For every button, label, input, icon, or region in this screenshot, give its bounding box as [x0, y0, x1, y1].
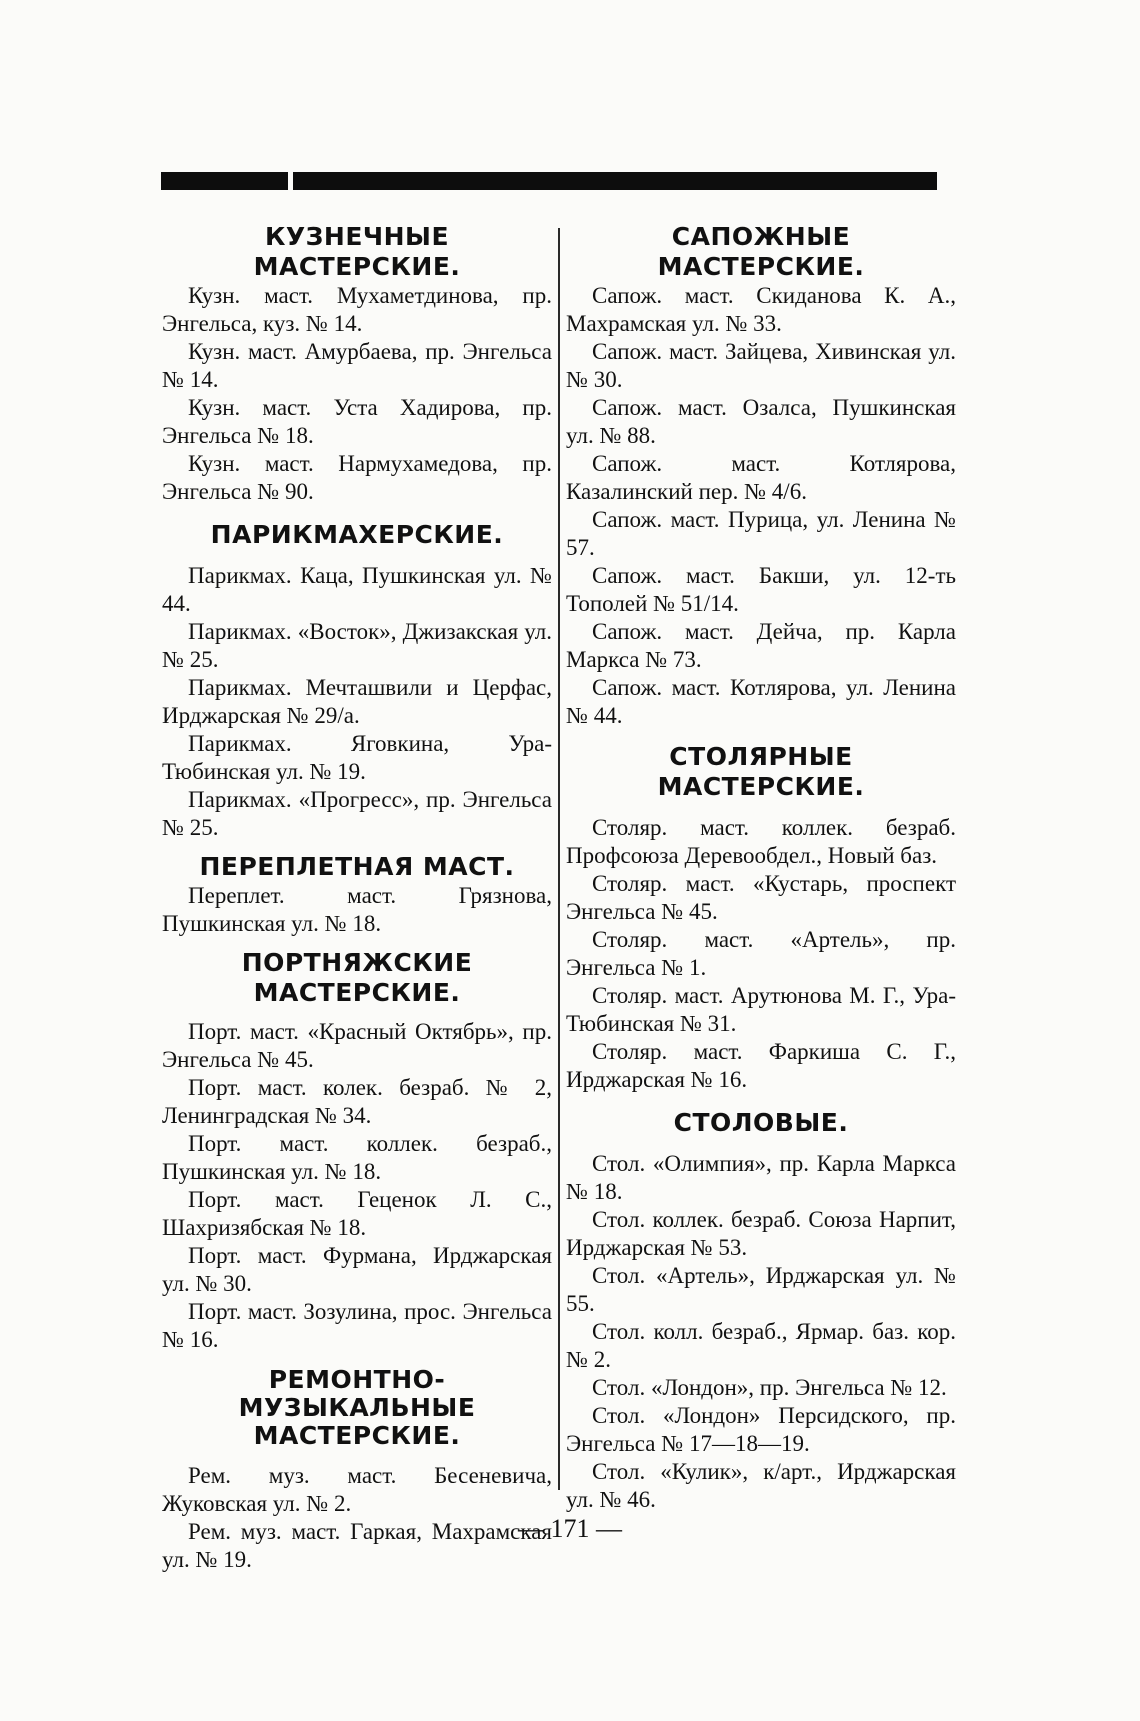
right-column: [566, 222, 956, 1514]
list-entry: Столяр. маст. «Артель», пр. Энгельса № 1.: [566, 927, 956, 980]
section-heading: СТОЛОВЫЕ.: [673, 1108, 849, 1137]
list-entry: Сапож. маст. Котлярова, ул. Ленина № 44.: [566, 675, 956, 728]
list-entry: Сапож. маст. Котлярова, Казалинский пер. № 4/6.: [566, 451, 956, 504]
list-entry: Стол. коллек. безраб. Союза Нарпит, Ирджарская № 53.: [566, 1207, 956, 1260]
list-entry: Порт. маст. колек. безраб. № 2, Ленинградская № 34.: [162, 1075, 552, 1128]
section-heading: ПОРТНЯЖСКИЕ МАСТЕРСКИЕ.: [241, 948, 473, 1007]
section-heading: ПЕРЕПЛЕТНАЯ МАСТ.: [199, 852, 515, 881]
list-entry: Парикмах. «Восток», Джизакская ул. № 25.: [162, 619, 552, 672]
list-entry: Стол. «Олимпия», пр. Карла Маркса № 18.: [566, 1151, 956, 1204]
top-rule-left: [161, 172, 288, 190]
list-entry: Парикмах. Каца, Пушкинская ул. № 44.: [162, 563, 552, 616]
list-entry: Порт. маст. Фурмана, Ирджарская ул. № 30.: [162, 1243, 552, 1296]
list-entry: Сапож. маст. Дейча, пр. Карла Маркса № 73.: [566, 619, 956, 672]
list-entry: Сапож. маст. Бакши, ул. 12-ть Тополей № 51/14.: [566, 563, 956, 616]
list-entry: Кузн. маст. Уста Хадирова, пр. Энгельса № 18.: [162, 395, 552, 448]
top-rule-right: [293, 172, 937, 190]
list-entry: Переплет. маст. Грязнова, Пушкинская ул. № 18.: [162, 883, 552, 936]
section-heading: РЕМОНТНО- МУЗЫКАЛЬНЫЕ МАСТЕРСКИЕ.: [238, 1365, 476, 1450]
section-heading: КУЗНЕЧНЫЕ МАСТЕРСКИЕ.: [253, 222, 461, 281]
list-entry: Стол. «Лондон» Персидского, пр. Энгельса № 17—18—19.: [566, 1403, 956, 1456]
list-entry: Сапож. маст. Скиданова К. А., Махрамская ул. № 33.: [566, 283, 956, 336]
list-entry: Кузн. маст. Нармухамедова, пр. Энгельса № 90.: [162, 451, 552, 504]
list-entry: Столяр. маст. Арутюнова М. Г., Ура-Тюбинская № 31.: [566, 983, 956, 1036]
list-entry: Парикмах. Яговкина, Ура-Тюбинская ул. № 19.: [162, 731, 552, 784]
section-heading: ПАРИКМАХЕРСКИЕ.: [210, 520, 504, 549]
list-entry: Стол. «Лондон», пр. Энгельса № 12.: [592, 1375, 947, 1400]
list-entry: Парикмах. Мечташвили и Церфас, Ирджарская № 29/а.: [162, 675, 552, 728]
list-entry: Порт. маст. Зозулина, прос. Энгельса № 16.: [162, 1299, 552, 1352]
list-entry: Парикмах. «Прогресс», пр. Энгельса № 25.: [162, 787, 552, 840]
list-entry: Рем. муз. маст. Гаркая, Махрамская ул. № 19.: [162, 1519, 552, 1572]
list-entry: Сапож. маст. Зайцева, Хивинская ул. № 30.: [566, 339, 956, 392]
list-entry: Стол. «Артель», Ирджарская ул. № 55.: [566, 1263, 956, 1316]
list-entry: Сапож. маст. Пурица, ул. Ленина № 57.: [566, 507, 956, 560]
list-entry: Порт. маст. Геценок Л. С., Шахризябская № 18.: [162, 1187, 552, 1240]
list-entry: Столяр. маст. Фаркиша С. Г., Ирджарская № 16.: [566, 1039, 956, 1092]
list-entry: Кузн. маст. Амурбаева, пр. Энгельса № 14.: [162, 339, 552, 392]
list-entry: Рем. муз. маст. Бесеневича, Жуковская ул. № 2.: [162, 1463, 552, 1516]
list-entry: Столяр. маст. «Кустарь, проспект Энгельса № 45.: [566, 871, 956, 924]
list-entry: Кузн. маст. Мухаметдинова, пр. Энгельса, куз. № 14.: [162, 283, 552, 336]
section-heading: САПОЖНЫЕ МАСТЕРСКИЕ.: [657, 222, 865, 281]
list-entry: Сапож. маст. Озалса, Пушкинская ул. № 88.: [566, 395, 956, 448]
column-divider: [558, 228, 560, 1490]
list-entry: Порт. маст. «Красный Октябрь», пр. Энгельса № 45.: [162, 1019, 552, 1072]
page-number: — 171 —: [518, 1514, 622, 1543]
list-entry: Стол. колл. безраб., Ярмар. баз. кор. № 2.: [566, 1319, 956, 1372]
list-entry: Столяр. маст. коллек. безраб. Профсоюза Деревообдел., Новый баз.: [566, 815, 956, 868]
section-heading: СТОЛЯРНЫЕ МАСТЕРСКИЕ.: [657, 742, 865, 801]
list-entry: Порт. маст. коллек. безраб., Пушкинская ул. № 18.: [162, 1131, 552, 1184]
list-entry: Стол. «Кулик», к/арт., Ирджарская ул. № 46.: [566, 1459, 956, 1512]
left-column: [162, 222, 552, 1574]
